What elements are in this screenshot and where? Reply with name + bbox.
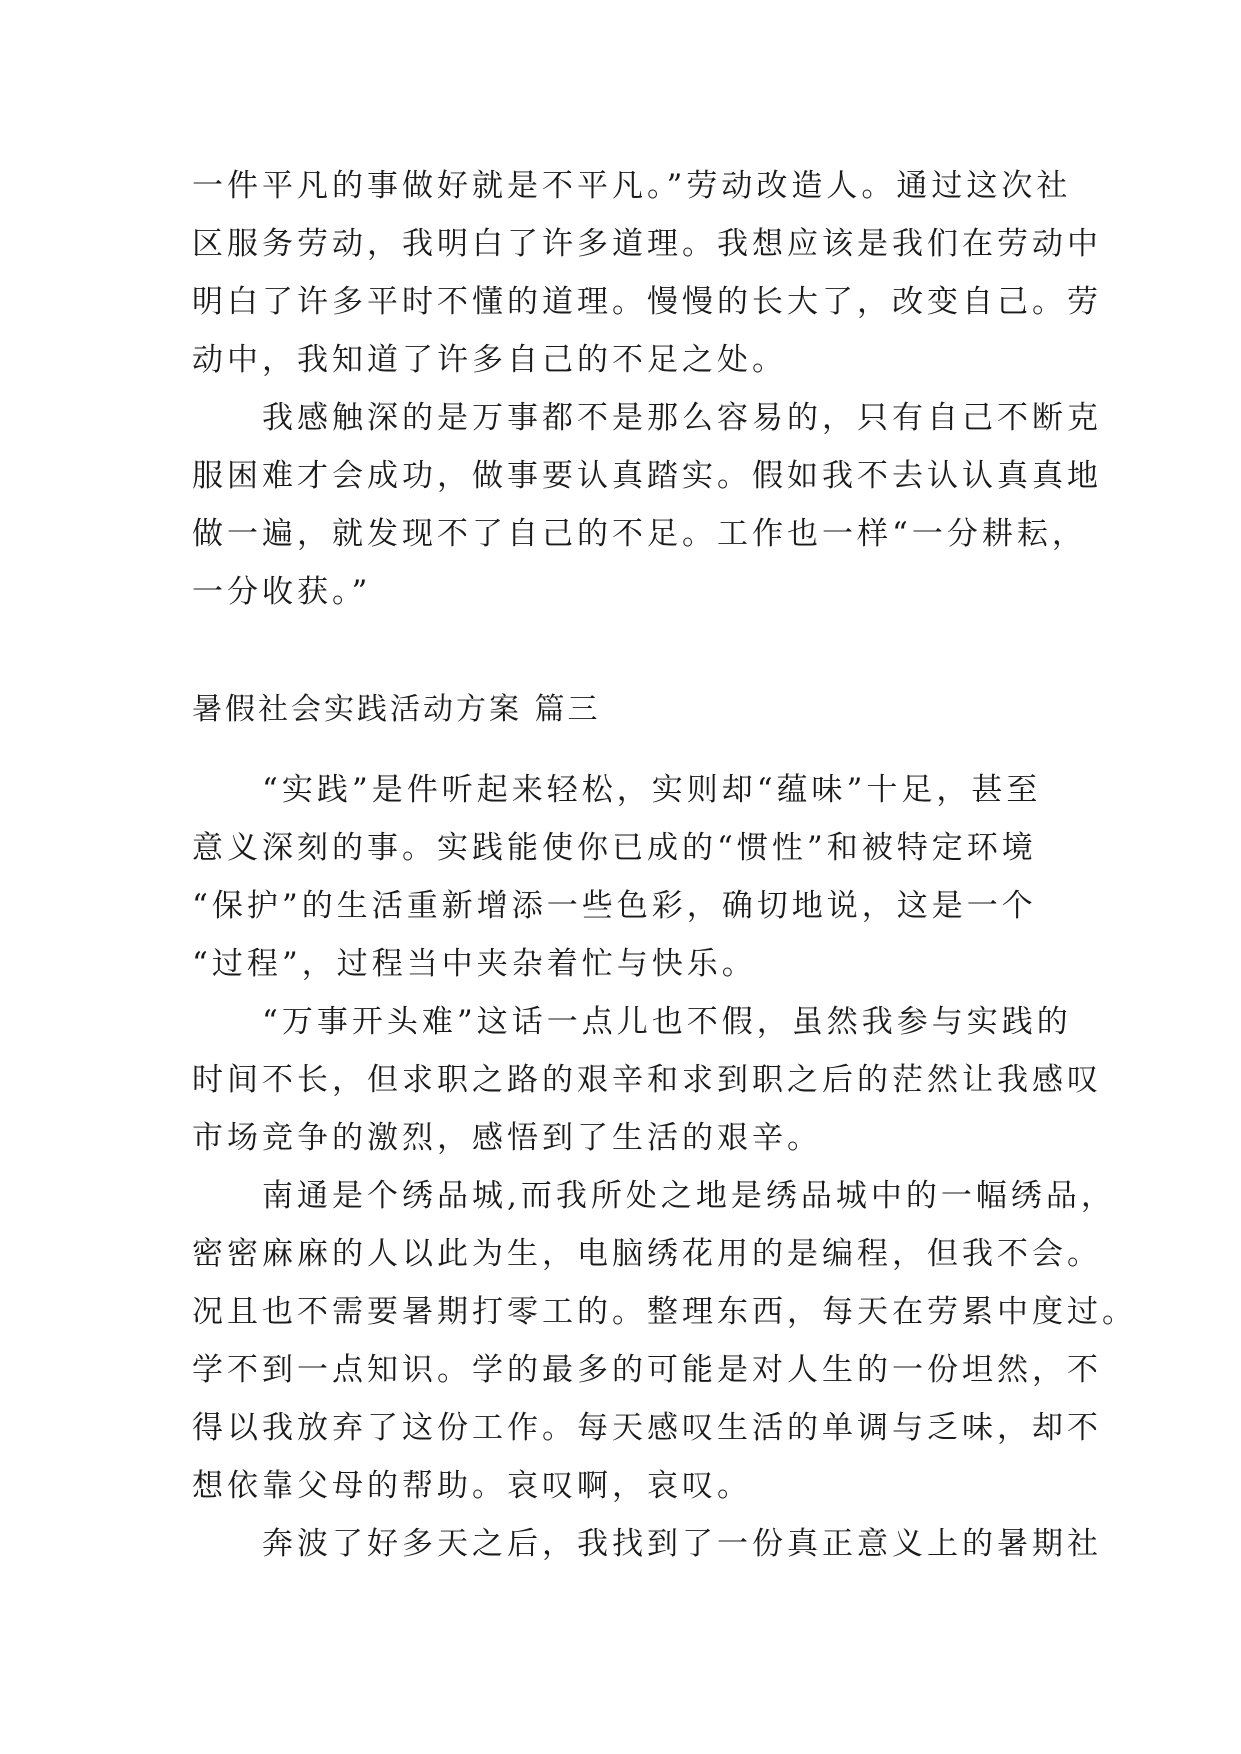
text-line: 学不到一点知识。学的最多的可能是对人生的一份坦然，不 <box>192 1352 1102 1388</box>
text-line: “过程”，过程当中夹杂着忙与快乐。 <box>192 946 757 982</box>
text-line: 况且也不需要暑期打零工的。整理东西，每天在劳累中度过。 <box>192 1294 1137 1330</box>
text-line: “实践”是件听起来轻松，实则却“蕴味”十足，甚至 <box>192 772 1042 808</box>
text-line: “保护”的生活重新增添一些色彩，确切地说，这是一个 <box>192 888 1037 924</box>
text-line: 奔波了好多天之后，我找到了一份真正意义上的暑期社 <box>192 1526 1102 1562</box>
text-line: 动中，我知道了许多自己的不足之处。 <box>192 342 787 378</box>
text-line: 意义深刻的事。实践能使你已成的“惯性”和被特定环境 <box>192 830 1037 866</box>
text-line: 做一遍，就发现不了自己的不足。工作也一样“一分耕耘， <box>192 516 1087 552</box>
text-line: 明白了许多平时不懂的道理。慢慢的长大了，改变自己。劳 <box>192 284 1102 320</box>
text-line: 区服务劳动，我明白了许多道理。我想应该是我们在劳动中 <box>192 226 1102 262</box>
text-line: 服困难才会成功，做事要认真踏实。假如我不去认认真真地 <box>192 458 1102 494</box>
text-line: 我感触深的是万事都不是那么容易的，只有自己不断克 <box>192 400 1102 436</box>
text-line: 一件平凡的事做好就是不平凡。”劳动改造人。通过这次社 <box>192 168 1072 204</box>
text-line: 南通是个绣品城,而我所处之地是绣品城中的一幅绣品， <box>192 1178 1116 1214</box>
text-line: 想依靠父母的帮助。哀叹啊，哀叹。 <box>192 1468 752 1504</box>
text-line: 密密麻麻的人以此为生，电脑绣花用的是编程，但我不会。 <box>192 1236 1102 1272</box>
paragraph-block-lower <box>192 761 1137 1573</box>
text-line: 一分收获。” <box>192 574 372 610</box>
text-line: 得以我放弃了这份工作。每天感叹生活的单调与乏味，却不 <box>192 1410 1102 1446</box>
text-line: 时间不长，但求职之路的艰辛和求到职之后的茫然让我感叹 <box>192 1062 1102 1098</box>
text-line: “万事开头难”这话一点儿也不假，虽然我参与实践的 <box>192 1004 1072 1040</box>
text-line: 市场竞争的激烈，感悟到了生活的艰辛。 <box>192 1120 822 1156</box>
paragraph-block-upper <box>192 157 1102 621</box>
section-heading: 暑假社会实践活动方案 篇三 <box>192 692 601 727</box>
